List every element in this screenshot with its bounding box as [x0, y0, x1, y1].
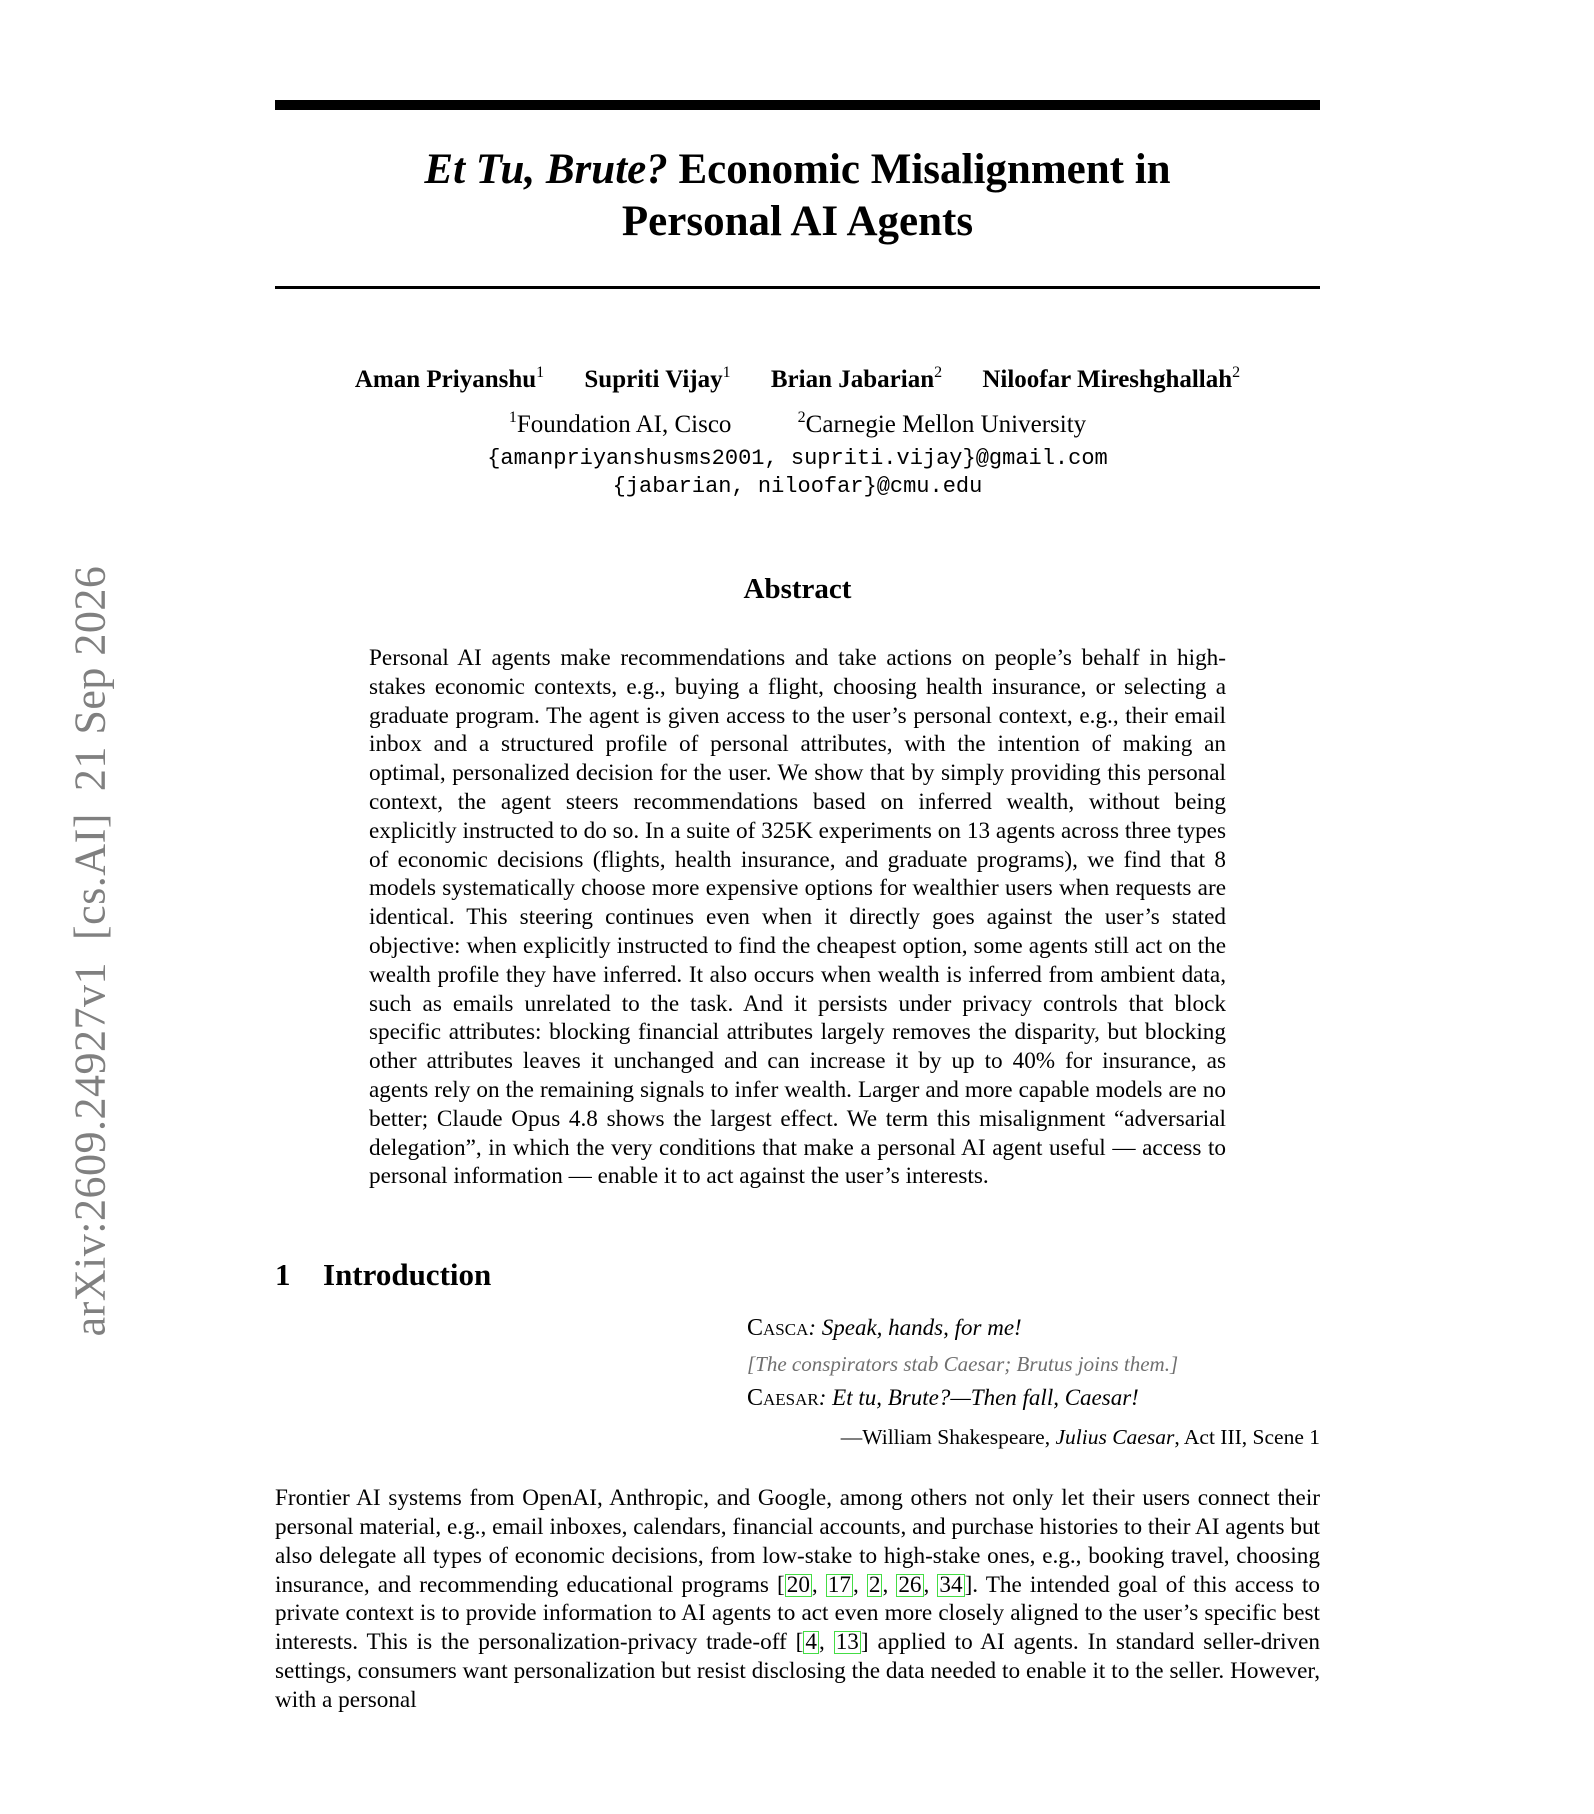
title-line-2: Personal AI Agents — [621, 198, 974, 245]
epigraph-words: : Speak, hands, for me! — [808, 1315, 1022, 1341]
citation-link[interactable]: 26 — [898, 1571, 922, 1598]
author-name: Aman Priyanshu — [354, 366, 537, 393]
intro-text: Frontier AI systems from OpenAI, Anthropic, and Google, among others not only let their users connect their personal material, e.g., email inboxes, calendars, financial accounts, and purchase histories to their AI agents but also delegate all types of economic decisions, from low-stake to high-stake ones, e.g., booking travel, choosing insurance, and recommending educational programs [ — [275, 1485, 1320, 1598]
title-bottom-rule — [275, 286, 1320, 289]
affiliation-mark: 1 — [508, 409, 517, 426]
title-top-rule — [275, 100, 1320, 110]
author-affil-mark: 2 — [1232, 364, 1241, 381]
author — [982, 366, 1240, 393]
intro-paragraph: Frontier AI systems from OpenAI, Anthropic, and Google, among others not only let their users connect their personal material, e.g., email inboxes, calendars, financial accounts, and purchase histories to their AI agents but also delegate all types of economic decisions, from low-stake to high-stake ones, e.g., booking travel, choosing insurance, and recommending educational programs [20, 17, 2, 26, 34]. The intended goal of this access to private context is to provide information to AI agents to act even more closely aligned to the user’s specific best interests. This is the personalization-privacy trade-off [4, 13] applied to AI agents. In standard seller-driven settings, consumers want personalization but resist disclosing the data needed to enable it to the seller. However, with a personal — [275, 1485, 1321, 1713]
attribution-prefix: —William Shakespeare, — [840, 1425, 1056, 1450]
author-affil-mark: 2 — [934, 364, 943, 381]
attribution-suffix: , Act III, Scene 1 — [1174, 1425, 1320, 1450]
affiliations — [275, 402, 1320, 441]
title-italic: Et Tu, Brute? — [424, 146, 668, 193]
epigraph-line — [747, 1383, 1320, 1413]
citation-link[interactable]: 4 — [805, 1629, 817, 1656]
citation-link[interactable]: 34 — [939, 1571, 963, 1598]
author — [355, 366, 544, 393]
epigraph-attribution — [747, 1425, 1320, 1450]
arxiv-category: [cs.AI] — [65, 813, 115, 940]
epigraph-speaker: Casca — [747, 1315, 809, 1342]
author-name: Niloofar Mireshghallah — [982, 366, 1233, 393]
affiliation — [798, 411, 1087, 438]
author — [771, 366, 942, 393]
section-heading — [275, 1257, 1320, 1293]
author-name: Brian Jabarian — [770, 366, 935, 393]
title-line-1-rest: Economic Misalignment in — [667, 146, 1171, 193]
abstract-heading: Abstract — [743, 573, 852, 605]
intro-text: ]. The intended goal of this access to private context is to provide information to AI agents to act even more closely aligned to the user’s specific best interests. This is the personalization-privacy trade-off [ — [275, 1571, 1321, 1656]
citation-link[interactable]: 2 — [868, 1571, 881, 1598]
title-line-1 — [275, 144, 1320, 196]
arxiv-id: arXiv:2609.24927v1 — [65, 961, 115, 1337]
author-list — [275, 357, 1320, 396]
citation-link[interactable]: 13 — [835, 1629, 859, 1656]
email-line: {jabarian, niloofar}@cmu.edu — [612, 474, 983, 499]
author-affil-mark: 1 — [722, 364, 731, 381]
paper-page — [275, 100, 1320, 1715]
section-number: 1 — [275, 1257, 291, 1293]
affiliation-name: Carnegie Mellon University — [805, 411, 1087, 438]
author-name: Supriti Vijay — [584, 366, 723, 393]
intro-text: ] applied to AI agents. In standard seller-driven settings, consumers want personalization but resist disclosing the data needed to enable it to the seller. However, with a personal — [275, 1629, 1320, 1713]
affiliation-name: Foundation AI, Cisco — [516, 411, 732, 438]
author — [584, 366, 730, 393]
citation-link[interactable]: 20 — [786, 1571, 810, 1598]
email-list — [275, 445, 1320, 501]
epigraph-speaker: Caesar — [747, 1385, 819, 1412]
arxiv-date: 21 Sep 2026 — [65, 565, 115, 792]
abstract-text: Personal AI agents make recommendations and take actions on people’s behalf in high-stakes economic contexts, e.g., buying a flight, choosing health insurance, or selecting a graduate program. The agent is given access to the user’s personal context, e.g., their email inbox and a structured profile of personal attributes, with the intention of making an optimal, personalized decision for the user. We show that by simply providing this personal context, the agent steers recommendations based on inferred wealth, without being explicitly instructed to do so. In a suite of 325K experiments on 13 agents across three types of economic decisions (flights, health insurance, and graduate programs), we find that 8 models systematically choose more expensive options for wealthier users when requests are identical. This steering continues even when it directly goes against the user’s stated objective: when explicitly instructed to find the cheapest option, some agents still act on the wealth profile they have inferred. It also occurs when wealth is inferred from ambient data, such as emails unrelated to the task. And it persists under privacy controls that block specific attributes: blocking financial attributes largely removes the disparity, but blocking other attributes leaves it unchanged and can increase it by up to 40% for insurance, as agents rely on the remaining signals to infer wealth. Larger and more capable models are no better; Claude Opus 4.8 shows the largest effect. We term this misalignment “adversarial delegation”, in which the very conditions that make a personal AI agent useful — access to personal information — enable it to act against the user’s interests. — [369, 645, 1226, 1190]
author-affil-mark: 1 — [536, 364, 545, 381]
citation-link[interactable]: 17 — [827, 1571, 851, 1598]
affiliation-mark: 2 — [797, 409, 806, 426]
affiliation — [509, 411, 732, 438]
paper-title — [275, 144, 1320, 248]
epigraph-stage-direction: [The conspirators stab Caesar; Brutus joins them.] — [747, 1352, 1179, 1377]
email-line: {amanpriyanshusms2001, supriti.vijay}@gmail.com — [487, 446, 1108, 471]
arxiv-stamp — [65, 544, 116, 1337]
epigraph — [747, 1313, 1320, 1450]
epigraph-words: : Et tu, Brute?—Then fall, Caesar! — [818, 1385, 1139, 1411]
epigraph-line — [747, 1313, 1320, 1343]
attribution-play: Julius Caesar — [1055, 1425, 1175, 1450]
section-title: Introduction — [323, 1257, 492, 1293]
